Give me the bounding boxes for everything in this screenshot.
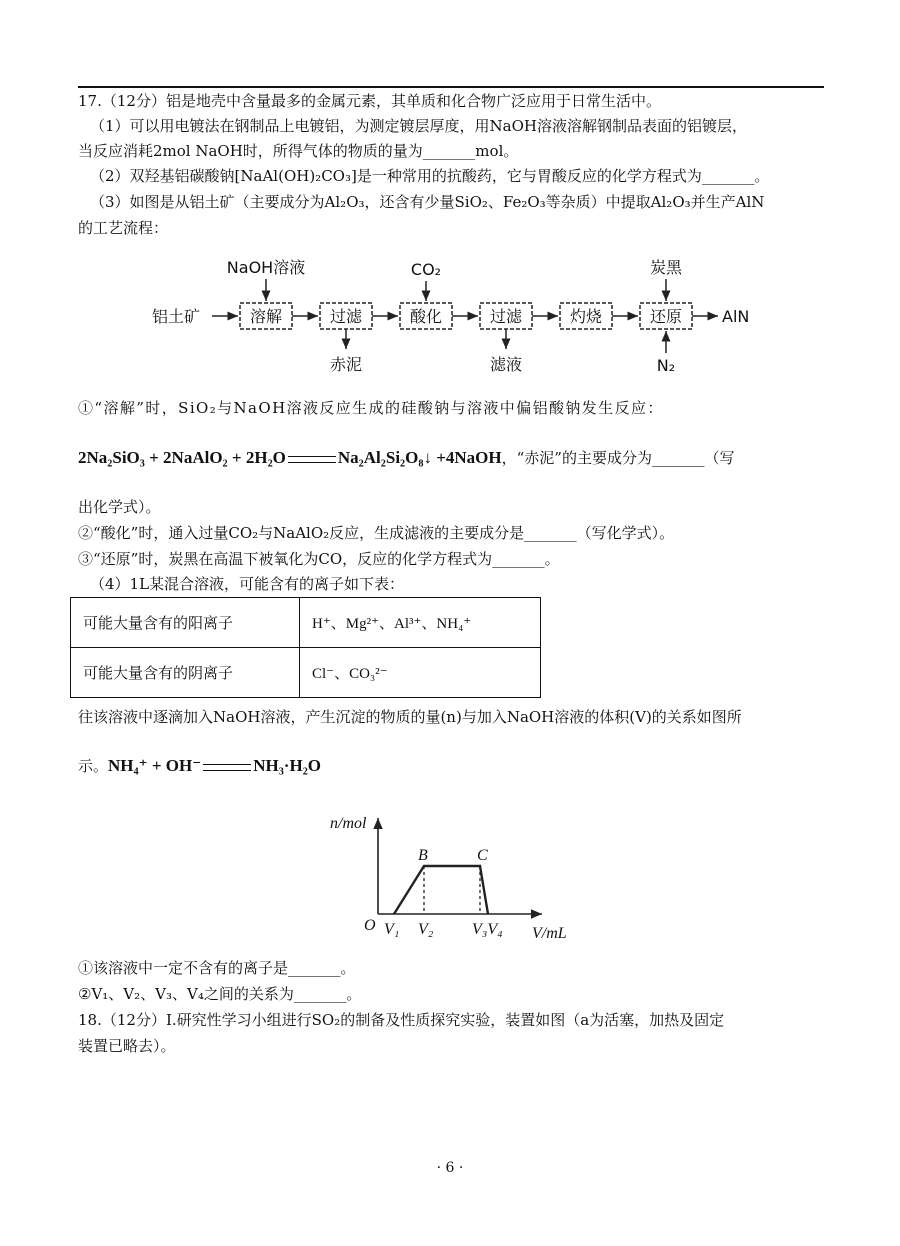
equation-left: NH₄⁺ + OH⁻ (108, 756, 202, 775)
page-number: · 6 · (436, 1160, 464, 1176)
precipitate-graph-svg (320, 808, 580, 948)
q17-part4-question1: ①该溶液中一定不含有的离子是_______。 (78, 959, 356, 977)
table-row (71, 648, 541, 698)
q17-part3-line2: 的工艺流程： (78, 219, 169, 237)
cation-label: 可能大量含有的阳离子 (71, 598, 300, 648)
equation-right: Na₂Al₂Si₂O₈↓ +4NaOH (337, 448, 502, 467)
q17-part2: （2）双羟基铝碳酸钠[NaAl(OH)₂CO₃]是一种常用的抗酸药，它与胃酸反应的化学方程式为_______。 (90, 167, 770, 185)
equals-sign (203, 764, 251, 771)
v2-tick-label: V₂ (418, 921, 434, 938)
q17-sub2: ②“酸化”时，通入过量CO₂与NaAlO₂反应，生成滤液的主要成分是_______（写化学式）。 (78, 524, 675, 542)
flow-end-label: AlN (722, 307, 750, 326)
flow-start-label: 铝土矿 (152, 307, 201, 326)
equation-tail: ，“赤泥”的主要成分为_______（写 (501, 449, 735, 467)
q17-sub3: ③“还原”时，炭黑在高温下被氧化为CO，反应的化学方程式为_______。 (78, 550, 560, 568)
origin-label: O (364, 917, 376, 934)
flow-step-label: 酸化 (409, 307, 443, 326)
anion-label: 可能大量含有的阴离子 (71, 648, 300, 698)
process-flow-diagram (150, 255, 770, 390)
x-axis-label: V/mL (532, 925, 567, 942)
equation-left: 2Na₂SiO₃ + 2NaAlO₂ + 2H₂O (78, 448, 286, 467)
flow-input-naoh: NaOH溶液 (226, 258, 306, 277)
flow-step-label: 过滤 (329, 307, 363, 326)
y-axis-label: n/mol (330, 815, 367, 832)
q17-title: 17.（12分）铝是地壳中含量最多的金属元素，其单质和化合物广泛应用于日常生活中。 (78, 92, 661, 110)
q17-part3-line1: （3）如图是从铝土矿（主要成分为Al₂O₃，还含有少量SiO₂、Fe₂O₃等杂质）中提取Al₂O₃并生产AlN (90, 193, 765, 211)
q17-part4-equation-line (78, 753, 321, 779)
flow-input-carbon: 炭黑 (649, 258, 683, 277)
flow-step-label: 还原 (649, 307, 683, 326)
process-flow-svg (150, 255, 770, 390)
v1-tick-label: V₁ (384, 921, 400, 938)
equals-sign (288, 456, 336, 463)
q17-sub1-equation-line (78, 445, 734, 471)
flow-input-n2: N₂ (656, 356, 676, 375)
q17-part1-line2: 当反应消耗2mol NaOH时，所得气体的物质的量为_______mol。 (78, 142, 519, 160)
q17-sub1-line1: ①“溶解”时，SiO₂与NaOH溶液反应生成的硅酸钠与溶液中偏铝酸钠发生反应： (78, 399, 664, 417)
q17-part4-question2: ②V₁、V₂、V₃、V₄之间的关系为_______。 (78, 985, 362, 1003)
flow-step-label: 过滤 (489, 307, 523, 326)
flow-step-label: 溶解 (249, 307, 283, 326)
q18-line1: 18.（12分）Ⅰ.研究性学习小组进行SO₂的制备及性质探究实验，装置如图（a为活塞，加热及固定 (78, 1011, 725, 1029)
precipitate-curve (394, 866, 488, 914)
header-rule (78, 86, 824, 88)
table-row (71, 598, 541, 648)
anion-value: Cl⁻、CO₃²⁻ (300, 648, 541, 698)
point-b-label: B (418, 847, 428, 864)
q18-line2: 装置已略去）。 (78, 1037, 176, 1055)
precipitate-graph (320, 808, 580, 948)
cation-value: H⁺、Mg²⁺、Al³⁺、NH₄⁺ (300, 598, 541, 648)
flow-output-red-mud: 赤泥 (329, 355, 363, 374)
flow-step-label: 灼烧 (569, 307, 603, 326)
flow-input-co2: CO₂ (410, 260, 442, 279)
equation-right: NH₃·H₂O (253, 756, 322, 775)
ion-table (70, 597, 541, 698)
q17-part4: （4）1L某混合溶液，可能含有的离子如下表： (90, 575, 405, 593)
v3-v4-tick-label: V₃V₄ (472, 921, 503, 938)
point-c-label: C (477, 847, 488, 864)
flow-output-filtrate: 滤液 (489, 355, 523, 374)
q17-part4-desc: 往该溶液中逐滴加入NaOH溶液，产生沉淀的物质的量(n)与加入NaOH溶液的体积(V)的关系如图所 (78, 708, 742, 726)
q17-sub1-line2: 出化学式）。 (78, 498, 161, 516)
q17-part1-line1: （1）可以用电镀法在钢制品上电镀铝，为测定镀层厚度，用NaOH溶液溶解钢制品表面的铝镀层， (90, 117, 747, 135)
show-text: 示。 (78, 757, 109, 775)
